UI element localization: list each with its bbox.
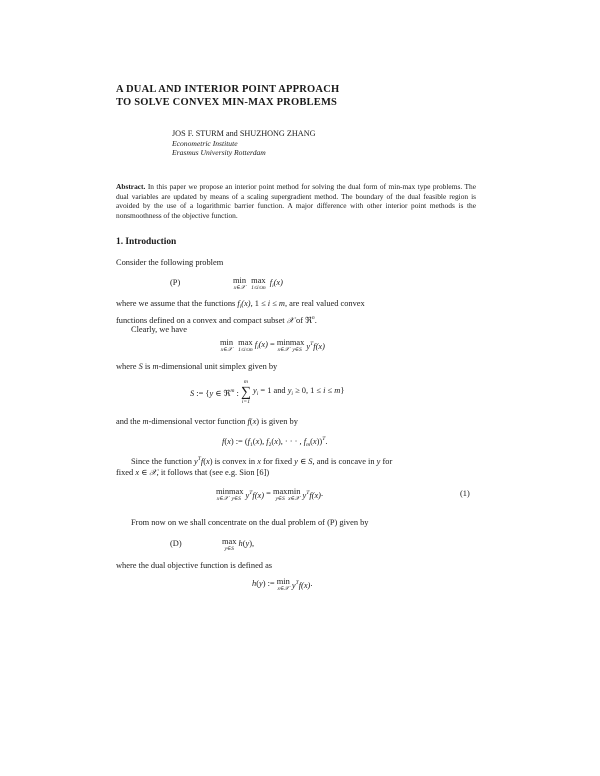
paragraph-dual-objective: where the dual objective function is defined as [116,561,273,570]
paper-title-line-1: A DUAL AND INTERIOR POINT APPROACH [116,84,340,95]
author-names: JOS F. STURM and SHUZHONG ZHANG [172,129,316,138]
paragraph-assumption: where we assume that the functions $f_i(x)$, 1 ≤ i ≤ m, are real valued convex functions defined on a convex and compact subset 𝒳 of ℜ$^n$. [116,299,365,326]
section-heading: 1. Introduction [116,237,177,247]
paragraph-consider: Consider the following problem [116,258,224,267]
paragraph-simplex: where S is m-dimensional unit simplex given by [116,362,278,371]
equation-simplex-definition: S := {y ∈ ℜ$^m$ : m ∑ i=1 $y_i = 1$ and $y_i \ge 0$, 1 ≤ i ≤ m} [190,379,345,405]
problem-d-formula: max y∈S h(y), [222,537,255,552]
equation-1-number: (1) [460,489,470,498]
abstract-label: Abstract. [116,182,146,191]
paragraph-sion: Since the function $y^Tf(x)$ is convex in x for fixed y ∈ S, and is concave in y for fixed x ∈ 𝒳, it follows that (see e.g. Sion [6]) [116,456,393,478]
author-university: Erasmus University Rotterdam [172,148,266,157]
problem-p-formula: min x∈𝒳 max 1≤i≤m $f_i(x)$ [233,276,283,291]
equation-vector-f: f(x) := ($f_1(x)$, $f_2(x)$, · · · , $f_m(x))^T$. [222,436,328,448]
equation-1: min x∈𝒳 max y∈S $y^Tf(x)$ = max y∈S min x∈𝒳 $y^Tf(x)$. [216,487,324,502]
equation-minmax-identity: min x∈𝒳 max 1≤i≤m $f_i(x)$ = min x∈𝒳 max y∈S $y^Tf(x)$ [220,338,325,353]
paragraph-clearly: Clearly, we have [131,325,187,334]
paper-title-line-2: TO SOLVE CONVEX MIN-MAX PROBLEMS [116,97,338,108]
abstract [116,182,476,220]
problem-d-label: (D) [170,539,182,548]
author-institute: Econometric Institute [172,139,238,148]
equation-dual-objective: h(y) := min x∈𝒳 $y^Tf(x)$. [252,577,313,592]
problem-p-label: (P) [170,278,181,287]
paragraph-vector-function: and the m-dimensional vector function f(x) is given by [116,417,298,426]
abstract-text: In this paper we propose an interior point method for solving the dual form of min-max type problems. The dual variables are updated by means of a scaling supergradient method. The boundary of the dual feasible region is avoided by the use of a logarithmic barrier function. A major difference with other interior point methods is the nonsmoothness of the objective function. [116,182,476,220]
paragraph-dual-intro: From now on we shall concentrate on the dual problem of (P) given by [131,518,369,527]
